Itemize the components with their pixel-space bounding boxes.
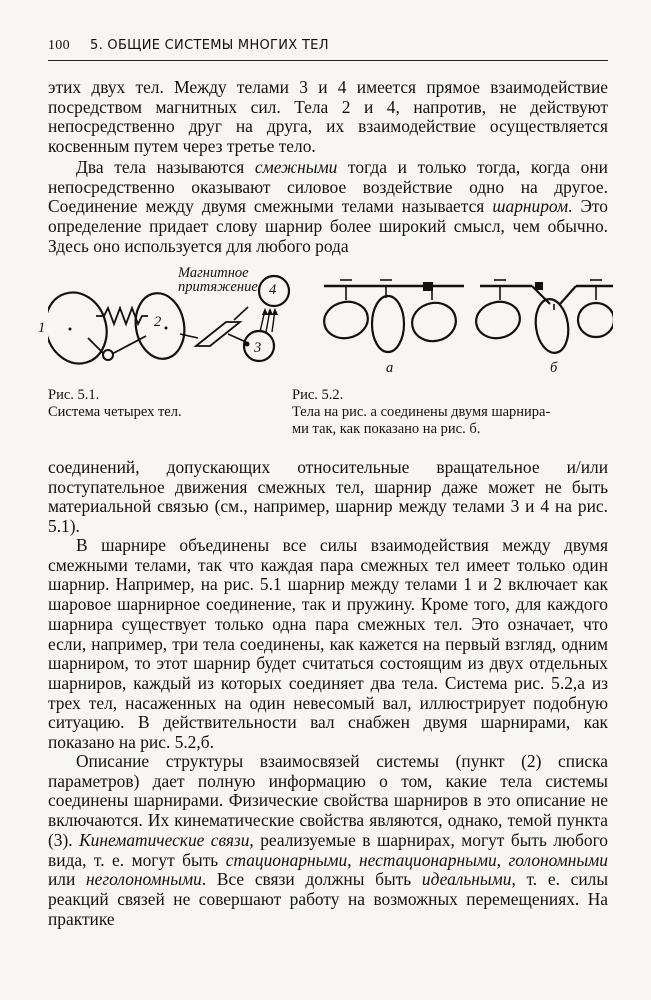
paragraph-2-text-3: . Это определение придает слову шарнир более широкий смысл, чем обычно. Здесь оно используется для любого рода xyxy=(48,196,608,256)
slider-block xyxy=(196,322,240,346)
body-b-1 xyxy=(473,298,524,342)
body-a-2 xyxy=(372,296,404,352)
body-a-3 xyxy=(409,299,460,345)
body-a-1 xyxy=(321,298,372,342)
paragraph-5-text-2: , реализуемые в шарнирах, могут быть любого вида, т. е. могут быть xyxy=(48,829,608,870)
paragraph-2-text-1: Два тела называются xyxy=(76,157,255,177)
hinge-block-a xyxy=(423,282,433,291)
term-hinge: шарниром xyxy=(492,196,569,217)
chapter-title: 5. ОБЩИЕ СИСТЕМЫ МНОГИХ ТЕЛ xyxy=(90,38,329,53)
term-stationary: стационарными xyxy=(225,849,348,870)
paragraph-3: соединений, допускающих относительные вращательное и/или поступательное движения смежных тел, шарнир даже может не быть материальной связью (см., например, шарнир между телами 3 и 4 на рис. 5.1). xyxy=(48,457,608,537)
ball-joint xyxy=(103,350,113,360)
paragraph-5-text-6: . Все связи должны быть xyxy=(201,869,422,890)
fig-5-2-label-b: б xyxy=(550,360,558,376)
figure-5-2-caption-number: Рис. 5.2. xyxy=(292,387,344,403)
slider-rod-top xyxy=(234,307,248,320)
term-holonomic: голономными xyxy=(508,849,608,870)
body-b-2 xyxy=(532,297,571,355)
paragraph-5-text-7: , т. е. силы реакций связей не совершают работу на возможных перемещениях. На практике xyxy=(48,869,609,929)
figure-5-1-caption-text: Система четырех тел. xyxy=(48,404,182,420)
term-kinematic-constraints: Кинематические связи xyxy=(79,829,250,850)
figure-5-1-caption-number: Рис. 5.1. xyxy=(48,387,100,403)
figure-5-1-caption xyxy=(48,387,278,421)
annotation-magnetic: Магнитное xyxy=(178,265,249,281)
paragraph-5-text-1: Описание структуры взаимосвязей системы (пункт (2) списка параметров) дает полную информацию о том, какие тела системы соединены шарнирами. Физические свойства шарниров в это описание не включаются. Их кинематические свойства являются, однако, темой пункта (3). xyxy=(48,751,608,850)
body-b-3 xyxy=(578,303,613,337)
paragraph-5-text-3: , xyxy=(347,849,360,870)
paragraph-5 xyxy=(48,752,608,929)
spring xyxy=(96,308,148,324)
body-4-label: 4 xyxy=(269,282,277,298)
hinge-block-b xyxy=(535,282,543,290)
paragraph-1: этих двух тел. Между телами 3 и 4 имеется прямое взаимодействие посредством магнитных сил. Тела 2 и 4, напротив, не действуют непосредственно друг на друга, их взаимодействие осуществляется косвенным путем через третье тело. xyxy=(48,77,608,157)
body-3-label: 3 xyxy=(254,340,262,356)
paragraph-5-text-5: или xyxy=(48,869,86,890)
paragraph-2 xyxy=(48,158,608,257)
fig-5-2-label-a: а xyxy=(386,360,394,376)
figure-5-2-caption xyxy=(292,387,612,438)
body-1-label: 1 xyxy=(38,320,46,336)
annotation-attraction: притяжение xyxy=(178,279,258,295)
link-left xyxy=(88,338,104,354)
figure-5-2-caption-line-2: ми так, как показано на рис. б. xyxy=(292,421,481,437)
paragraph-5-text-4: , xyxy=(496,849,509,870)
figure-5-1-drawing xyxy=(48,262,613,382)
body-2-label: 2 xyxy=(154,314,162,330)
term-adjacent: смежными xyxy=(254,157,338,177)
term-nonholonomic: неголономными xyxy=(86,869,202,890)
term-nonstationary: нестационарными xyxy=(359,849,497,870)
figure-5-2-caption-line-1: Тела на рис. а соединены двумя шарнира- xyxy=(292,404,551,420)
running-header xyxy=(48,36,608,61)
slider-rod-right xyxy=(228,334,246,342)
paragraph-2-text-2: тогда и только тогда, когда они непосредственно оказывают силовое воздействие одно на другое. Соединение между двумя смежными телами называется xyxy=(48,157,608,217)
page-number: 100 xyxy=(48,38,70,53)
paragraph-4: В шарнире объединены все силы взаимодействия между двумя смежными телами, так что каждая пара смежных тел имеет только один шарнир. Например, на рис. 5.1 шарнир между телами 1 и 2 включает как шаровое шарнирное соединение, так и пружину. Кроме того, для каждого шарнира существует только одна пара смежных тел. Это означает, что если, например, три тела соединены, как кажется на первый взгляд, одним шарниром, то этот шарнир будет считаться состоящим из двух отдельных шарниров, каждый из которых соединяет два тела. Система рис. 5.2,а из трех тел, насаженных на один невесомый вал, иллюстрирует подобную ситуацию. В действительности вал снабжен двумя шарнирами, как показано на рис. 5.2,б. xyxy=(48,535,608,753)
term-ideal: идеальными xyxy=(421,869,512,890)
figures-area xyxy=(38,262,613,442)
